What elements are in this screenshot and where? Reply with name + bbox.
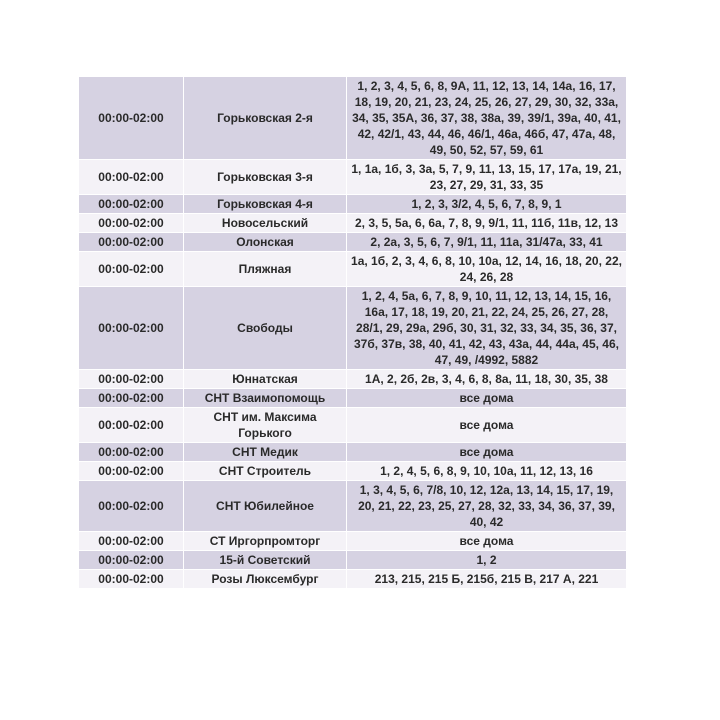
table-row [79, 287, 627, 370]
houses-cell: 213, 215, 215 Б, 215б, 215 В, 217 А, 221 [347, 570, 627, 589]
table-row [79, 462, 627, 481]
table-row [79, 570, 627, 589]
street-cell: Новосельский [184, 214, 347, 233]
street-cell: Горьковская 4-я [184, 195, 347, 214]
street-cell: СНТ им. Максима Горького [184, 408, 347, 443]
houses-cell: все дома [347, 532, 627, 551]
time-cell: 00:00-02:00 [79, 160, 184, 195]
houses-cell: 1, 3, 4, 5, 6, 7/8, 10, 12, 12а, 13, 14, 15, 17, 19, 20, 21, 22, 23, 25, 27, 28, 32, 33, 34, 36, 37, 39, 40, 42 [347, 481, 627, 532]
houses-cell: 1, 2 [347, 551, 627, 570]
schedule-table [78, 76, 627, 589]
table-row [79, 160, 627, 195]
table-row [79, 214, 627, 233]
table-row [79, 389, 627, 408]
houses-cell: 1А, 2, 2б, 2в, 3, 4, 6, 8, 8а, 11, 18, 30, 35, 38 [347, 370, 627, 389]
table-row [79, 77, 627, 160]
table-row [79, 233, 627, 252]
time-cell: 00:00-02:00 [79, 532, 184, 551]
houses-cell: 1а, 1б, 2, 3, 4, 6, 8, 10, 10а, 12, 14, 16, 18, 20, 22, 24, 26, 28 [347, 252, 627, 287]
street-cell: Олонская [184, 233, 347, 252]
time-cell: 00:00-02:00 [79, 481, 184, 532]
houses-cell: 2, 3, 5, 5а, 6, 6а, 7, 8, 9, 9/1, 11, 11б, 11в, 12, 13 [347, 214, 627, 233]
table-row [79, 551, 627, 570]
houses-cell: 1, 1а, 1б, 3, 3а, 5, 7, 9, 11, 13, 15, 17, 17а, 19, 21, 23, 27, 29, 31, 33, 35 [347, 160, 627, 195]
houses-cell: 1, 2, 4, 5, 6, 8, 9, 10, 10а, 11, 12, 13, 16 [347, 462, 627, 481]
street-cell: СНТ Строитель [184, 462, 347, 481]
street-cell: СНТ Юбилейное [184, 481, 347, 532]
time-cell: 00:00-02:00 [79, 233, 184, 252]
street-cell: Юннатская [184, 370, 347, 389]
table-row [79, 252, 627, 287]
street-cell: Розы Люксембург [184, 570, 347, 589]
houses-cell: все дома [347, 408, 627, 443]
houses-cell: все дома [347, 389, 627, 408]
table-row [79, 195, 627, 214]
street-cell: СНТ Взаимопомощь [184, 389, 347, 408]
street-cell: СТ Иргорпромторг [184, 532, 347, 551]
street-cell: Горьковская 3-я [184, 160, 347, 195]
time-cell: 00:00-02:00 [79, 551, 184, 570]
houses-cell: 1, 2, 3, 4, 5, 6, 8, 9А, 11, 12, 13, 14, 14а, 16, 17, 18, 19, 20, 21, 23, 24, 25, 26, 27, 29, 30, 32, 33а, 34, 35, 35А, 36, 37, 38, 38а, 39, 39/1, 39а, 40, 41, 42, 42/1, 43, 44, 46, 46/1, 46а, 46б, 47, 47а, 48, 49, 50, 52, 57, 59, 61 [347, 77, 627, 160]
houses-cell: 2, 2а, 3, 5, 6, 7, 9/1, 11, 11а, 31/47а, 33, 41 [347, 233, 627, 252]
table-row [79, 443, 627, 462]
table-row [79, 408, 627, 443]
time-cell: 00:00-02:00 [79, 287, 184, 370]
street-cell: Свободы [184, 287, 347, 370]
time-cell: 00:00-02:00 [79, 252, 184, 287]
houses-cell: все дома [347, 443, 627, 462]
houses-cell: 1, 2, 4, 5а, 6, 7, 8, 9, 10, 11, 12, 13, 14, 15, 16, 16а, 17, 18, 19, 20, 21, 22, 24, 25, 26, 27, 28, 28/1, 29, 29а, 29б, 30, 31, 32, 33, 34, 35, 36, 37, 37б, 37в, 38, 40, 41, 42, 43, 43а, 44, 44а, 45, 46, 47, 49, /4992, 5882 [347, 287, 627, 370]
time-cell: 00:00-02:00 [79, 389, 184, 408]
street-cell: 15-й Советский [184, 551, 347, 570]
time-cell: 00:00-02:00 [79, 214, 184, 233]
table-row [79, 370, 627, 389]
outage-schedule [78, 76, 626, 589]
time-cell: 00:00-02:00 [79, 462, 184, 481]
time-cell: 00:00-02:00 [79, 570, 184, 589]
time-cell: 00:00-02:00 [79, 77, 184, 160]
street-cell: Пляжная [184, 252, 347, 287]
table-row [79, 532, 627, 551]
time-cell: 00:00-02:00 [79, 443, 184, 462]
street-cell: СНТ Медик [184, 443, 347, 462]
street-cell: Горьковская 2-я [184, 77, 347, 160]
time-cell: 00:00-02:00 [79, 408, 184, 443]
time-cell: 00:00-02:00 [79, 370, 184, 389]
houses-cell: 1, 2, 3, 3/2, 4, 5, 6, 7, 8, 9, 1 [347, 195, 627, 214]
time-cell: 00:00-02:00 [79, 195, 184, 214]
table-row [79, 481, 627, 532]
